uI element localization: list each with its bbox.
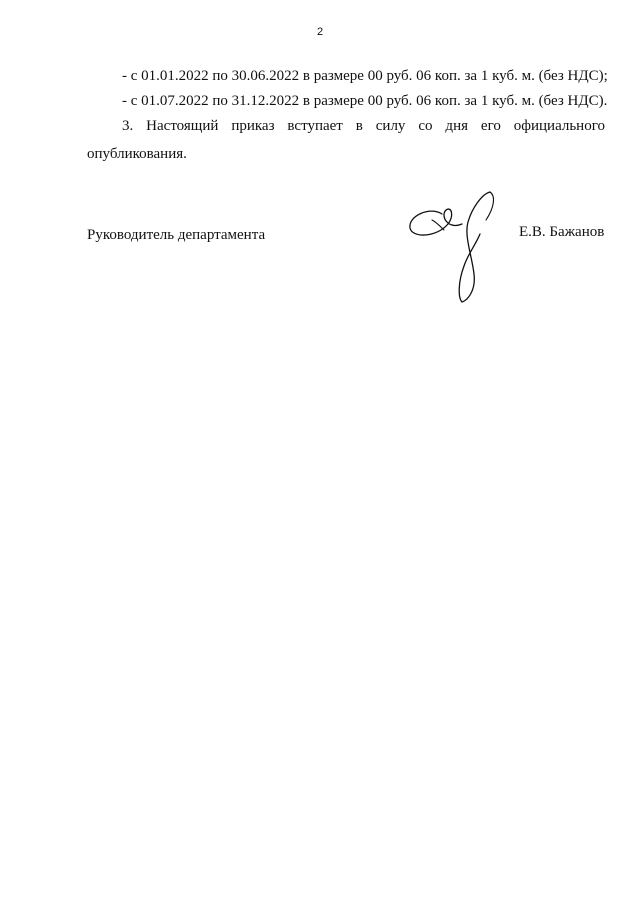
signature-icon: [402, 186, 502, 306]
clause-3-line-2: опубликования.: [87, 146, 187, 162]
list-item: - с 01.01.2022 по 30.06.2022 в размере 00 руб. 06 коп. за 1 куб. м. (без НДС);: [122, 68, 608, 84]
list-item: - с 01.07.2022 по 31.12.2022 в размере 00 руб. 06 коп. за 1 куб. м. (без НДС).: [122, 93, 608, 109]
signer-name: Е.В. Бажанов: [519, 224, 605, 240]
signer-position: Руководитель департамента: [87, 227, 266, 243]
clause-3-line-1: 3. Настоящий приказ вступает в силу со дня его официального: [122, 118, 605, 134]
page-number: 2: [316, 26, 324, 38]
